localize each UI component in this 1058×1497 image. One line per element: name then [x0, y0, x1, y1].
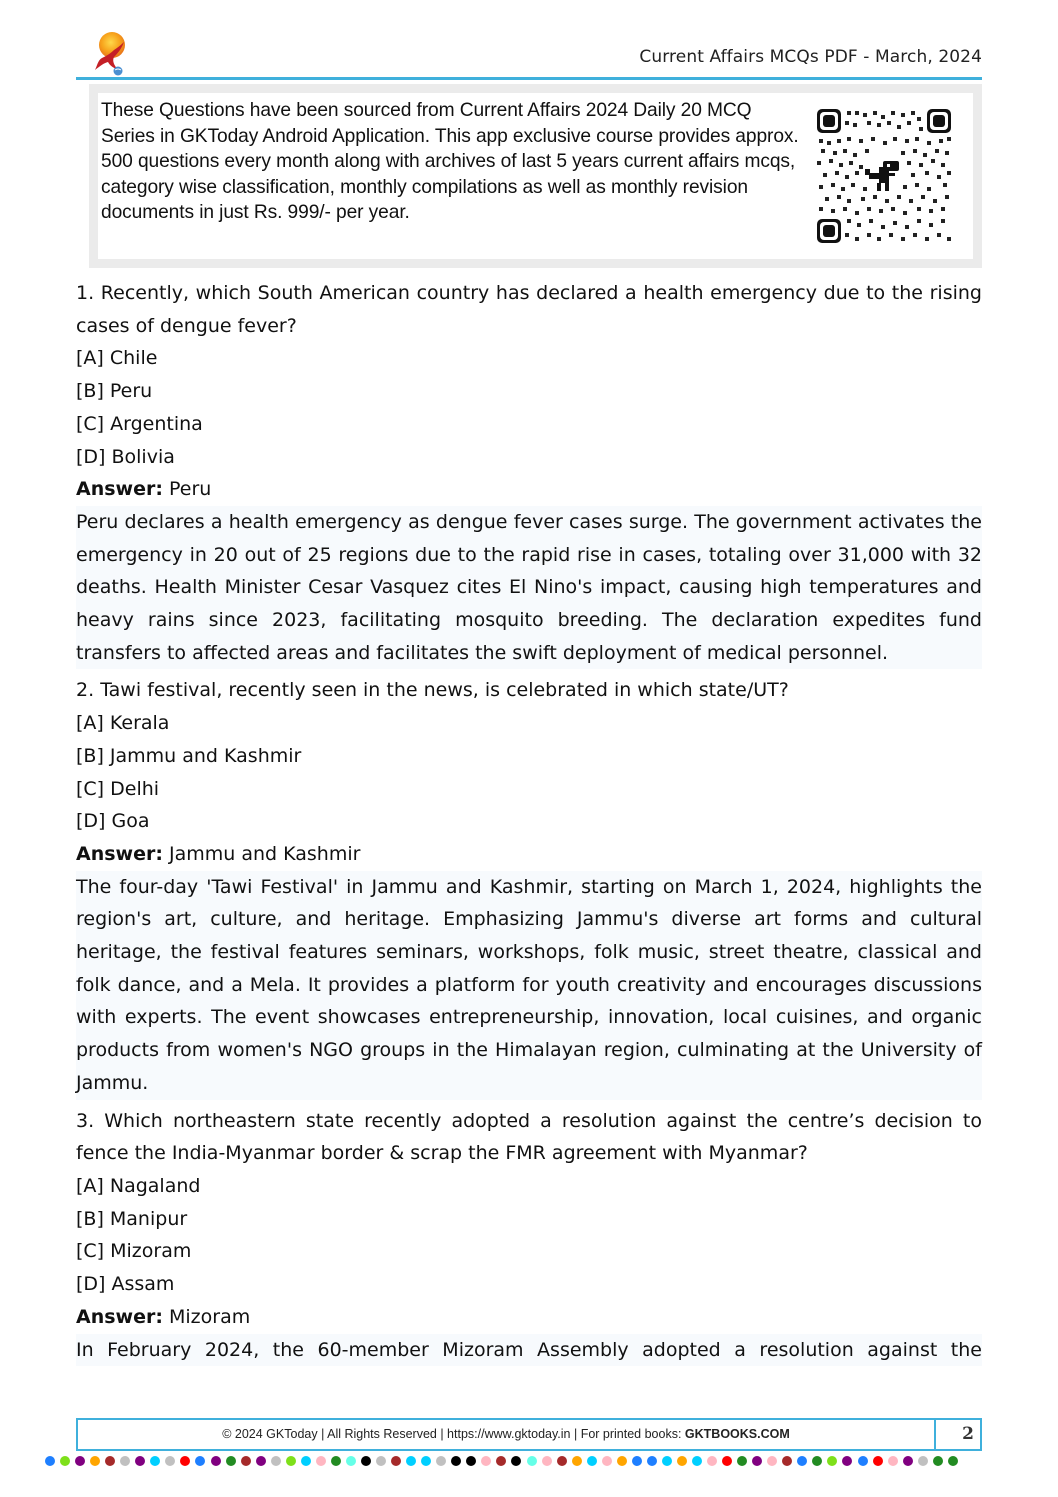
- decorative-dot-icon: [226, 1456, 236, 1466]
- decorative-dot-icon: [45, 1456, 55, 1466]
- answer-label: Answer:: [76, 478, 163, 501]
- question-3: [76, 1105, 982, 1367]
- option-d: [D] Goa: [76, 810, 150, 833]
- decorative-dot-icon: [406, 1456, 416, 1466]
- decorative-dot-icon: [707, 1456, 717, 1466]
- answer-explanation: The four-day 'Tawi Festival' in Jammu and Kashmir, starting on March 1, 2024, highlights the region's art, culture, and heritage. Emphasizing Jammu's diverse art forms and cultural heritage, the festival features seminars, workshops, folk music, street theatre, classical and folk dance, and a Mela. It provides a platform for youth creativity and encourages discussions with experts. The event showcases entrepreneurship, innovation, local cuisines, and organic products from women's NGO groups in the Himalayan region, culminating at the University of Jammu.: [76, 871, 982, 1100]
- decorative-dot-icon: [812, 1456, 822, 1466]
- option-b: [B] Manipur: [76, 1207, 188, 1230]
- option-d: [D] Bolivia: [76, 445, 175, 468]
- decorative-dot-icon: [195, 1456, 205, 1466]
- decorative-dot-icon: [256, 1456, 266, 1466]
- decorative-dot-icon: [797, 1456, 807, 1466]
- answer-line: [76, 473, 982, 506]
- app-promo-text: These Questions have been sourced from Current Affairs 2024 Daily 20 MCQ Series in GKToday Android Application. This app exclusive course provides approx. 500 questions every month along with archives of last 5 years current affairs mcqs, category wise classification, monthly compilations as well as monthly revision documents in just Rs. 999/- per year.: [101, 100, 799, 223]
- decorative-dot-icon: [933, 1456, 943, 1466]
- decorative-dot-icon: [60, 1456, 70, 1466]
- decorative-dot-icon: [511, 1456, 521, 1466]
- decorative-dot-row: [45, 1456, 958, 1466]
- app-promo-box: [89, 84, 982, 268]
- decorative-dot-icon: [858, 1456, 868, 1466]
- question-1: [76, 277, 982, 669]
- answer-label: Answer:: [76, 842, 163, 865]
- decorative-dot-icon: [527, 1456, 537, 1466]
- decorative-dot-icon: [376, 1456, 386, 1466]
- option-a: [A] Kerala: [76, 712, 170, 735]
- answer-value: Jammu and Kashmir: [169, 842, 361, 865]
- answer-line: [76, 838, 982, 871]
- decorative-dot-icon: [301, 1456, 311, 1466]
- decorative-dot-icon: [361, 1456, 371, 1466]
- answer-value: Peru: [169, 478, 212, 501]
- decorative-dot-icon: [737, 1456, 747, 1466]
- decorative-dot-icon: [135, 1456, 145, 1466]
- decorative-dot-icon: [165, 1456, 175, 1466]
- option-a: [A] Chile: [76, 347, 158, 370]
- decorative-dot-icon: [948, 1456, 958, 1466]
- decorative-dot-icon: [496, 1456, 506, 1466]
- decorative-dot-icon: [827, 1456, 837, 1466]
- questions-list: [76, 277, 982, 1366]
- option-c: [C] Argentina: [76, 412, 203, 435]
- decorative-dot-icon: [346, 1456, 356, 1466]
- decorative-dot-icon: [421, 1456, 431, 1466]
- page-header-title: Current Affairs MCQs PDF - March, 2024: [639, 47, 982, 67]
- decorative-dot-icon: [75, 1456, 85, 1466]
- decorative-dot-icon: [587, 1456, 597, 1466]
- decorative-dot-icon: [436, 1456, 446, 1466]
- option-b: [B] Peru: [76, 380, 153, 403]
- option-c: [C] Delhi: [76, 777, 160, 800]
- decorative-dot-icon: [211, 1456, 221, 1466]
- decorative-dot-icon: [241, 1456, 251, 1466]
- answer-label: Answer:: [76, 1305, 163, 1328]
- option-d: [D] Assam: [76, 1273, 175, 1296]
- decorative-dot-icon: [466, 1456, 476, 1466]
- footer-copyright: © 2024 GKToday | All Rights Reserved | https://www.gktoday.in | For printed books: GKTBOOKS.COM: [222, 1427, 790, 1441]
- header-divider: [76, 77, 982, 80]
- decorative-dot-icon: [918, 1456, 928, 1466]
- decorative-dot-icon: [647, 1456, 657, 1466]
- decorative-dot-icon: [90, 1456, 100, 1466]
- page-footer: [76, 1418, 982, 1451]
- decorative-dot-icon: [120, 1456, 130, 1466]
- decorative-dot-icon: [842, 1456, 852, 1466]
- option-c: [C] Mizoram: [76, 1240, 192, 1263]
- decorative-dot-icon: [617, 1456, 627, 1466]
- page-number: 2: [934, 1420, 980, 1449]
- decorative-dot-icon: [316, 1456, 326, 1466]
- decorative-dot-icon: [632, 1456, 642, 1466]
- decorative-dot-icon: [782, 1456, 792, 1466]
- question-text: 1. Recently, which South American country has declared a health emergency due to the rising cases of dengue fever?: [76, 282, 982, 337]
- answer-line: [76, 1301, 982, 1334]
- decorative-dot-icon: [391, 1456, 401, 1466]
- decorative-dot-icon: [722, 1456, 732, 1466]
- decorative-dot-icon: [180, 1456, 190, 1466]
- decorative-dot-icon: [331, 1456, 341, 1466]
- decorative-dot-icon: [677, 1456, 687, 1466]
- decorative-dot-icon: [150, 1456, 160, 1466]
- decorative-dot-icon: [602, 1456, 612, 1466]
- decorative-dot-icon: [873, 1456, 883, 1466]
- option-a: [A] Nagaland: [76, 1174, 201, 1197]
- decorative-dot-icon: [692, 1456, 702, 1466]
- question-text: 2. Tawi festival, recently seen in the news, is celebrated in which state/UT?: [76, 679, 789, 702]
- question-2: [76, 674, 982, 1099]
- decorative-dot-icon: [481, 1456, 491, 1466]
- decorative-dot-icon: [752, 1456, 762, 1466]
- decorative-dot-icon: [105, 1456, 115, 1466]
- answer-explanation: In February 2024, the 60-member Mizoram Assembly adopted a resolution against the: [76, 1334, 982, 1367]
- answer-value: Mizoram: [169, 1305, 251, 1328]
- decorative-dot-icon: [542, 1456, 552, 1466]
- answer-explanation: Peru declares a health emergency as dengue fever cases surge. The government activates the emergency in 20 out of 25 regions due to the rapid rise in cases, totaling over 31,000 with 32 deaths. Health Minister Cesar Vasquez cites El Nino's impact, causing high temperatures and heavy rains since 2023, facilitating mosquito breeding. The declaration expedites fund transfers to affected areas and facilitates the swift deployment of medical personnel.: [76, 506, 982, 670]
- decorative-dot-icon: [903, 1456, 913, 1466]
- question-text: 3. Which northeastern state recently adopted a resolution against the centre’s decision to fence the India-Myanmar border & scrap the FMR agreement with Myanmar?: [76, 1109, 982, 1165]
- decorative-dot-icon: [271, 1456, 281, 1466]
- decorative-dot-icon: [767, 1456, 777, 1466]
- decorative-dot-icon: [286, 1456, 296, 1466]
- decorative-dot-icon: [662, 1456, 672, 1466]
- decorative-dot-icon: [451, 1456, 461, 1466]
- gktbooks-link[interactable]: GKTBOOKS.COM: [684, 1427, 790, 1441]
- gktoday-logo-icon: [92, 30, 132, 78]
- option-b: [B] Jammu and Kashmir: [76, 744, 302, 767]
- decorative-dot-icon: [888, 1456, 898, 1466]
- decorative-dot-icon: [572, 1456, 582, 1466]
- decorative-dot-icon: [557, 1456, 567, 1466]
- qr-code-icon[interactable]: [817, 109, 951, 243]
